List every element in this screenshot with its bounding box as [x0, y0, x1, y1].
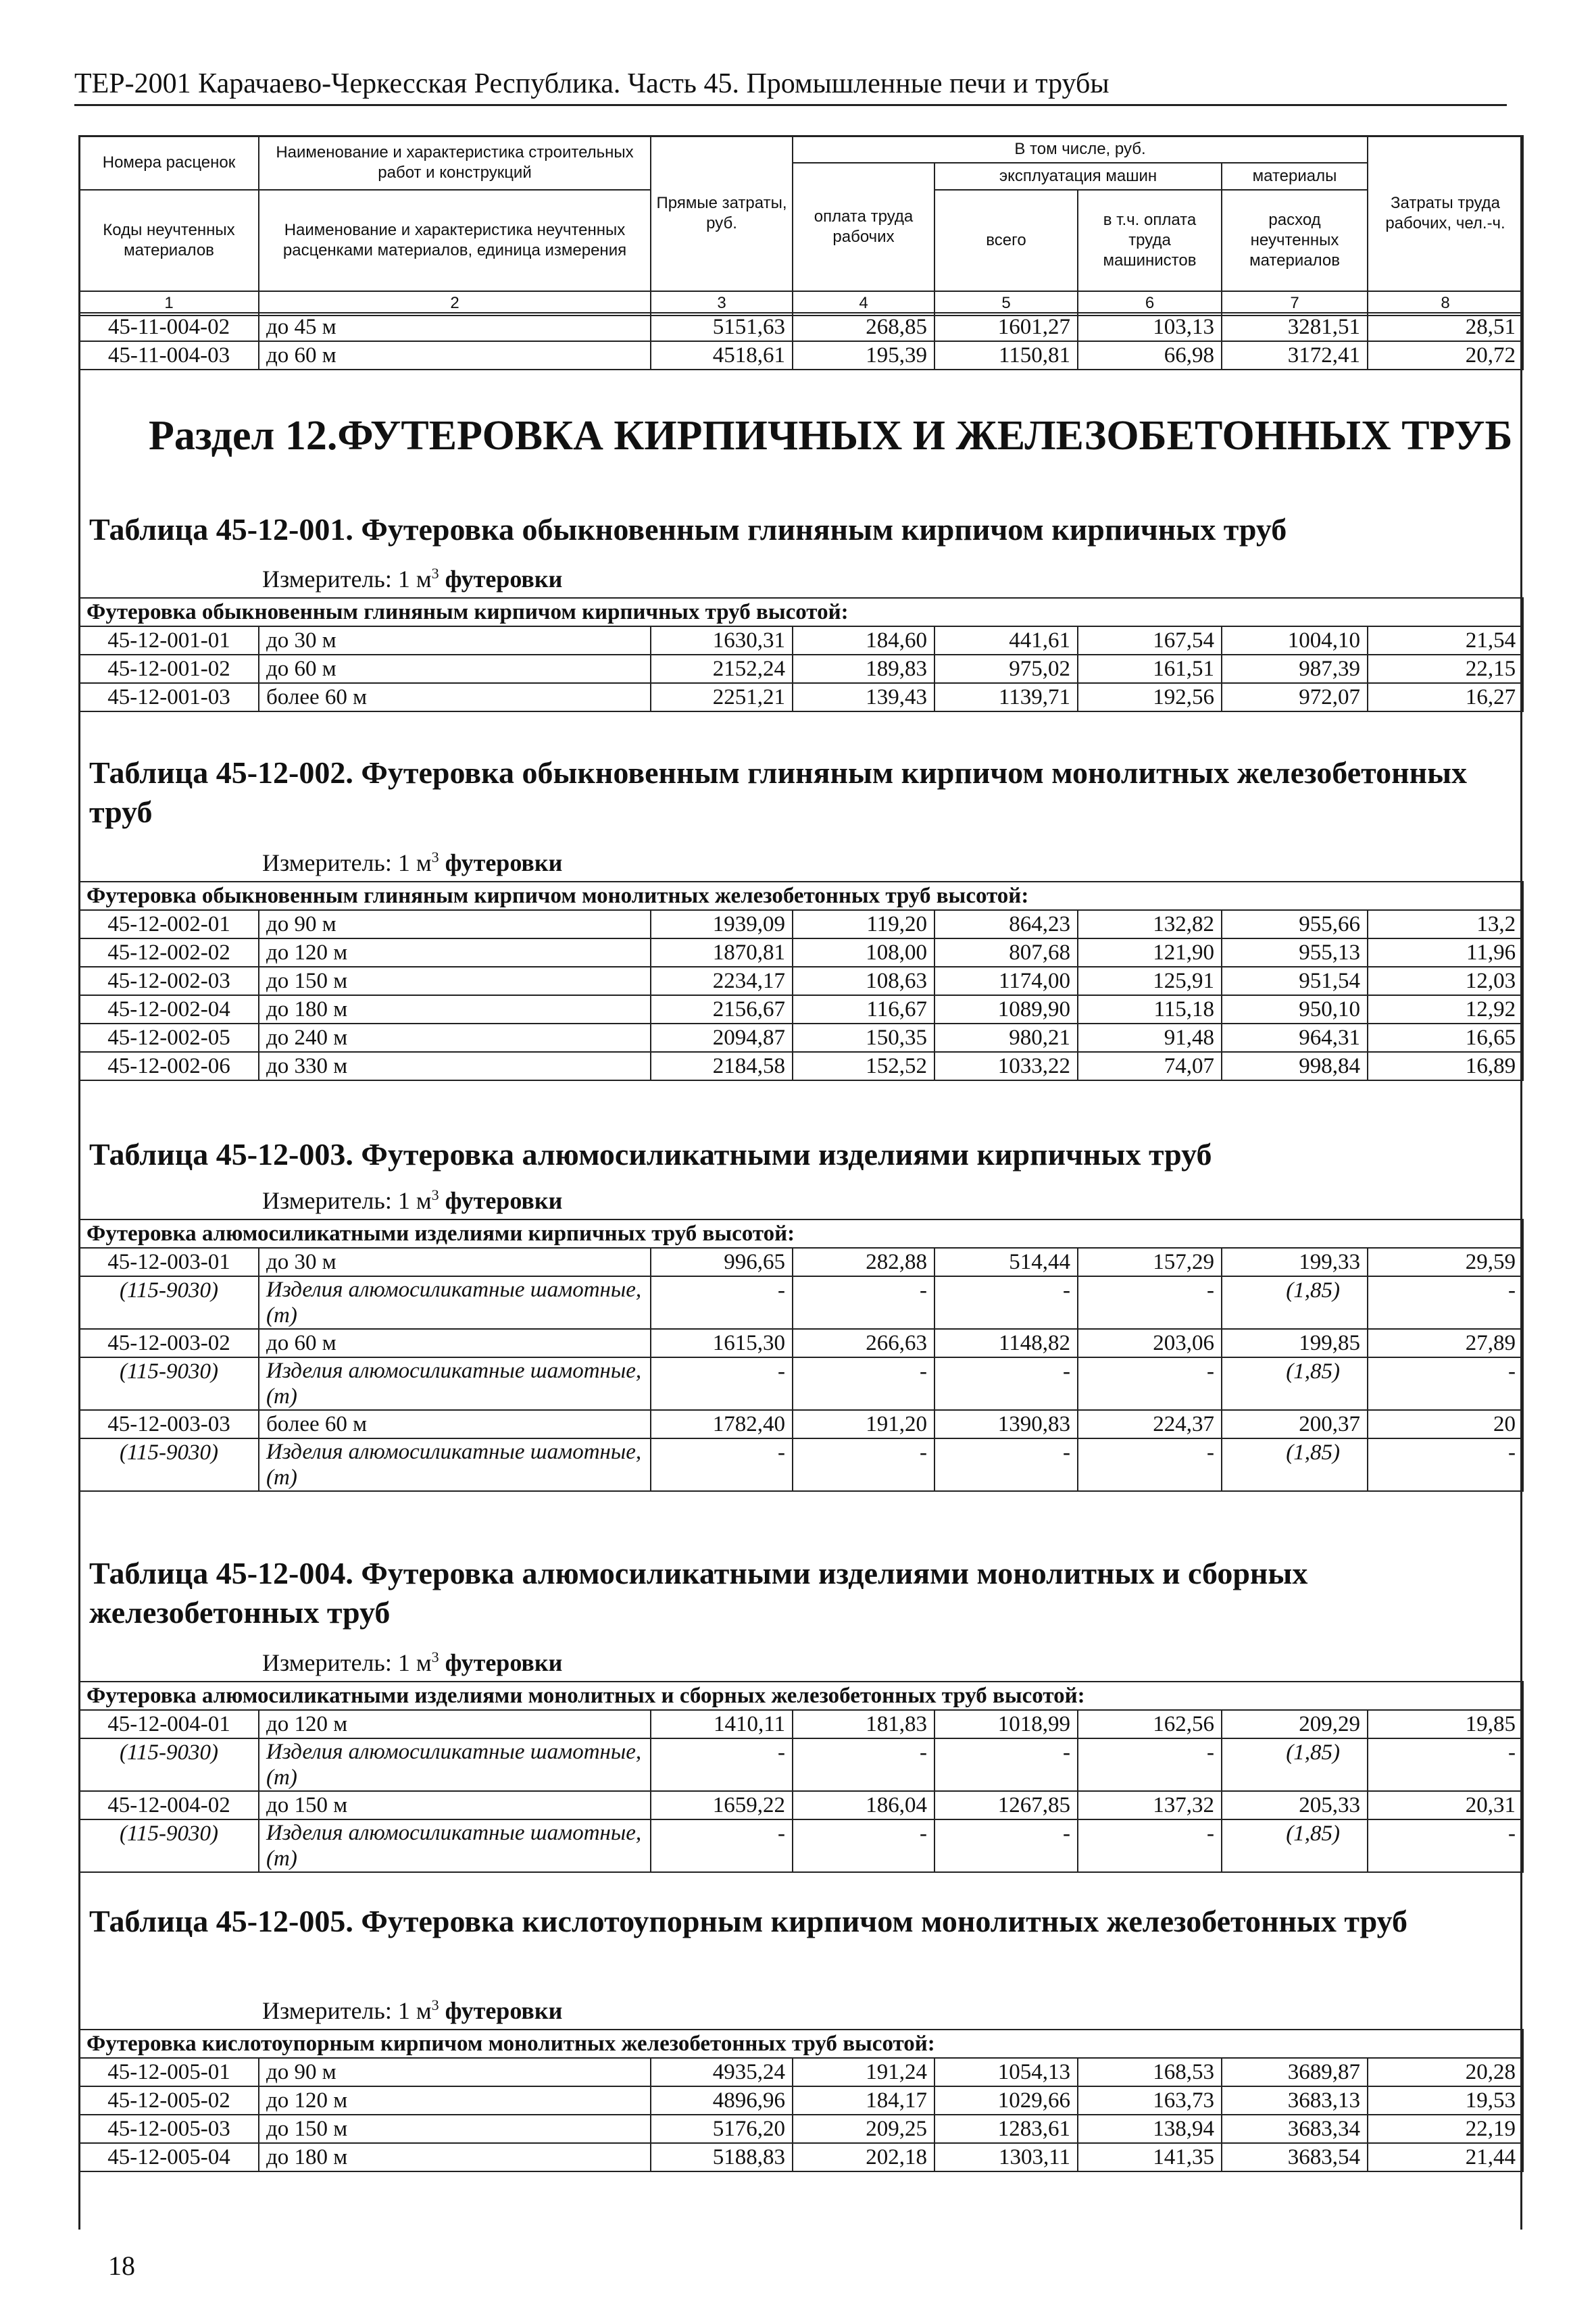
material-value: - [1078, 1819, 1222, 1872]
rate-value: 998,84 [1222, 1052, 1368, 1080]
section-title: Раздел 12.ФУТЕРОВКА КИРПИЧНЫХ И ЖЕЛЕЗОБЕТОННЫХ ТРУБ [149, 413, 1513, 459]
rate-value: 209,25 [793, 2115, 934, 2143]
rate-value: 1630,31 [651, 626, 793, 655]
col-number: 2 [259, 291, 651, 316]
previous-rows-table [78, 312, 1524, 370]
rate-name: до 90 м [259, 910, 651, 938]
group-row [79, 2030, 1523, 2058]
material-value: - [1368, 1819, 1523, 1872]
col-header-name: Наименование и характеристика строительных работ и конструкций [259, 136, 651, 190]
rate-value: 1870,81 [651, 938, 793, 967]
material-value: - [793, 1738, 934, 1791]
group-row [79, 882, 1523, 910]
rate-value: 21,54 [1368, 626, 1523, 655]
rate-value: 1150,81 [934, 341, 1078, 370]
material-code: (115-9030) [79, 1819, 259, 1872]
rate-value: 20,31 [1368, 1791, 1523, 1819]
table-title [89, 1554, 1508, 1632]
rate-value: 199,85 [1222, 1329, 1368, 1357]
material-row [79, 1819, 1523, 1872]
material-value: - [1078, 1438, 1222, 1491]
rate-value: 441,61 [934, 626, 1078, 655]
table-row [79, 1329, 1523, 1357]
rate-code: 45-12-005-01 [79, 2058, 259, 2086]
material-value: - [934, 1819, 1078, 1872]
material-value: - [793, 1438, 934, 1491]
rate-value: 964,31 [1222, 1024, 1368, 1052]
material-value: - [1368, 1357, 1523, 1410]
rate-value: 1659,22 [651, 1791, 793, 1819]
rate-value: 108,00 [793, 938, 934, 967]
rate-value: 19,85 [1368, 1710, 1523, 1738]
col-number: 6 [1078, 291, 1222, 316]
table-row [79, 1710, 1523, 1738]
rate-value: 1029,66 [934, 2086, 1078, 2115]
rate-name: более 60 м [259, 683, 651, 711]
rate-name: до 60 м [259, 1329, 651, 1357]
material-code: (115-9030) [79, 1738, 259, 1791]
table-row [79, 2086, 1523, 2115]
rate-value: 150,35 [793, 1024, 934, 1052]
rate-code: 45-12-005-02 [79, 2086, 259, 2115]
rate-value: 2184,58 [651, 1052, 793, 1080]
material-row [79, 1276, 1523, 1329]
material-value: - [793, 1819, 934, 1872]
table-row [79, 938, 1523, 967]
table-title [89, 1902, 1508, 1941]
rate-value: 12,92 [1368, 995, 1523, 1024]
rate-value: 4896,96 [651, 2086, 793, 2115]
rate-value: 192,56 [1078, 683, 1222, 711]
rate-value: 3281,51 [1222, 313, 1368, 341]
material-value: - [651, 1357, 793, 1410]
table-title [89, 510, 1508, 549]
col-number: 4 [793, 291, 934, 316]
table-row [79, 2115, 1523, 2143]
rate-value: 2152,24 [651, 655, 793, 683]
rate-value: 157,29 [1078, 1248, 1222, 1276]
rate-name: до 60 м [259, 341, 651, 370]
group-label: Футеровка кислотоупорным кирпичом монолитных железобетонных труб высотой: [79, 2030, 1523, 2058]
rate-code: 45-12-003-03 [79, 1410, 259, 1438]
material-qty: (1,85) [1222, 1738, 1368, 1791]
rate-value: 20 [1368, 1410, 1523, 1438]
rate-value: 125,91 [1078, 967, 1222, 995]
rate-value: 1615,30 [651, 1329, 793, 1357]
page-number: 18 [108, 2250, 135, 2281]
rate-value: 1782,40 [651, 1410, 793, 1438]
material-value: - [1078, 1738, 1222, 1791]
rate-value: 4518,61 [651, 341, 793, 370]
rate-value: 91,48 [1078, 1024, 1222, 1052]
table-row [79, 2058, 1523, 2086]
table-row [79, 995, 1523, 1024]
rate-name: до 30 м [259, 1248, 651, 1276]
material-name: Изделия алюмосиликатные шамотные, (т) [259, 1738, 651, 1791]
rate-value: 12,03 [1368, 967, 1523, 995]
col-header-mat-name: Наименование и характеристика неучтенных расценками материалов, единица измерения [259, 190, 651, 291]
group-label: Футеровка обыкновенным глиняным кирпичом монолитных железобетонных труб высотой: [79, 882, 1523, 910]
rate-code: 45-12-002-05 [79, 1024, 259, 1052]
rate-value: 3689,87 [1222, 2058, 1368, 2086]
material-value: - [1078, 1357, 1222, 1410]
col-header-including: В том числе, руб. [793, 136, 1368, 163]
material-qty: (1,85) [1222, 1276, 1368, 1329]
table-row [79, 655, 1523, 683]
rate-value: 108,63 [793, 967, 934, 995]
rate-value: 191,20 [793, 1410, 934, 1438]
material-code: (115-9030) [79, 1438, 259, 1491]
material-value: - [1078, 1276, 1222, 1329]
rate-value: 955,66 [1222, 910, 1368, 938]
material-value: - [651, 1276, 793, 1329]
rate-value: 1390,83 [934, 1410, 1078, 1438]
table-row [79, 2143, 1523, 2171]
rate-value: 167,54 [1078, 626, 1222, 655]
col-number: 5 [934, 291, 1078, 316]
rate-value: 152,52 [793, 1052, 934, 1080]
rate-code: 45-12-005-04 [79, 2143, 259, 2171]
rate-value: 19,53 [1368, 2086, 1523, 2115]
meter-label: Измеритель: 1 $м^3$ футеровки [262, 1649, 563, 1676]
rate-value: 2234,17 [651, 967, 793, 995]
rate-value: 5151,63 [651, 313, 793, 341]
rate-value: 163,73 [1078, 2086, 1222, 2115]
rate-value: 103,13 [1078, 313, 1222, 341]
rate-value: 2251,21 [651, 683, 793, 711]
rate-value: 4935,24 [651, 2058, 793, 2086]
material-value: - [934, 1357, 1078, 1410]
material-name: Изделия алюмосиликатные шамотные, (т) [259, 1819, 651, 1872]
rate-value: 205,33 [1222, 1791, 1368, 1819]
table-row [79, 341, 1523, 370]
rate-name: до 45 м [259, 313, 651, 341]
material-name: Изделия алюмосиликатные шамотные, (т) [259, 1276, 651, 1329]
table-row [79, 626, 1523, 655]
col-header-operator-wages: в т.ч. оплата труда машинистов [1078, 190, 1222, 291]
rate-value: 3683,34 [1222, 2115, 1368, 2143]
material-code: (115-9030) [79, 1276, 259, 1329]
material-value: - [934, 1276, 1078, 1329]
rate-value: 1267,85 [934, 1791, 1078, 1819]
col-header-direct-costs: Прямые затраты, руб. [651, 136, 793, 291]
rate-value: 13,2 [1368, 910, 1523, 938]
material-value: - [651, 1738, 793, 1791]
rate-value: 20,72 [1368, 341, 1523, 370]
table-row [79, 313, 1523, 341]
rate-name: до 330 м [259, 1052, 651, 1080]
col-header-codes: Номера расценок [79, 136, 259, 190]
rate-value: 807,68 [934, 938, 1078, 967]
rate-value: 16,65 [1368, 1024, 1523, 1052]
material-value: - [793, 1276, 934, 1329]
meter-label: Измеритель: 1 $м^3$ футеровки [262, 849, 563, 876]
rate-value: 224,37 [1078, 1410, 1222, 1438]
rate-value: 202,18 [793, 2143, 934, 2171]
table-title-text: Футеровка алюмосиликатными изделиями монолитных и сборных железобетонных труб [89, 1556, 1308, 1630]
rate-value: 195,39 [793, 341, 934, 370]
rate-code: 45-12-002-04 [79, 995, 259, 1024]
rate-name: до 150 м [259, 967, 651, 995]
col-number: 7 [1222, 291, 1368, 316]
col-header-machines: эксплуатация машин [934, 163, 1222, 190]
material-qty: (1,85) [1222, 1819, 1368, 1872]
rate-value: 116,67 [793, 995, 934, 1024]
table-row [79, 1791, 1523, 1819]
rates-table [78, 2029, 1524, 2172]
rate-value: 28,51 [1368, 313, 1523, 341]
rate-name: до 60 м [259, 655, 651, 683]
rate-value: 980,21 [934, 1024, 1078, 1052]
table-title-number: Таблица 45-12-002. [89, 755, 353, 790]
rate-value: 162,56 [1078, 1710, 1222, 1738]
table-row [79, 910, 1523, 938]
page-header: ТЕР-2001 Карачаево-Черкесская Республика. Часть 45. Промышленные печи и трубы [74, 68, 1507, 106]
rate-value: 996,65 [651, 1248, 793, 1276]
col-header-materials: материалы [1222, 163, 1368, 190]
rates-table [78, 1681, 1524, 1873]
col-header-labor: Затраты труда рабочих, чел.-ч. [1368, 136, 1523, 291]
table-title-number: Таблица 45-12-004. [89, 1556, 353, 1590]
rate-name: до 150 м [259, 2115, 651, 2143]
meter-label: Измеритель: 1 $м^3$ футеровки [262, 1186, 563, 1214]
rate-value: 972,07 [1222, 683, 1368, 711]
rate-value: 138,94 [1078, 2115, 1222, 2143]
rate-value: 27,89 [1368, 1329, 1523, 1357]
rates-table [78, 1219, 1524, 1492]
material-code: (115-9030) [79, 1357, 259, 1410]
table-title [89, 753, 1508, 832]
rate-code: 45-12-001-02 [79, 655, 259, 683]
rate-value: 5188,83 [651, 2143, 793, 2171]
rate-value: 987,39 [1222, 655, 1368, 683]
rate-value: 955,13 [1222, 938, 1368, 967]
rate-code: 45-11-004-03 [79, 341, 259, 370]
column-header-table [78, 135, 1524, 316]
rate-value: 139,43 [793, 683, 934, 711]
material-name: Изделия алюмосиликатные шамотные, (т) [259, 1438, 651, 1491]
material-row [79, 1357, 1523, 1410]
material-row [79, 1438, 1523, 1491]
rate-value: 209,29 [1222, 1710, 1368, 1738]
rate-value: 268,85 [793, 313, 934, 341]
rate-name: до 180 м [259, 995, 651, 1024]
table-title-text: Футеровка обыкновенным глиняным кирпичом монолитных железобетонных труб [89, 755, 1468, 829]
rate-value: 115,18 [1078, 995, 1222, 1024]
material-row [79, 1738, 1523, 1791]
rate-name: до 90 м [259, 2058, 651, 2086]
rate-value: 29,59 [1368, 1248, 1523, 1276]
rate-value: 161,51 [1078, 655, 1222, 683]
rate-value: 184,17 [793, 2086, 934, 2115]
material-qty: (1,85) [1222, 1357, 1368, 1410]
rate-value: 1303,11 [934, 2143, 1078, 2171]
rate-value: 1018,99 [934, 1710, 1078, 1738]
rate-name: до 150 м [259, 1791, 651, 1819]
rate-value: 1054,13 [934, 2058, 1078, 2086]
rate-name: до 120 м [259, 2086, 651, 2115]
rate-value: 66,98 [1078, 341, 1222, 370]
rate-code: 45-12-004-02 [79, 1791, 259, 1819]
group-label: Футеровка обыкновенным глиняным кирпичом кирпичных труб высотой: [79, 598, 1523, 626]
rate-code: 45-12-003-01 [79, 1248, 259, 1276]
table-row [79, 1052, 1523, 1080]
col-header-mat-consumption: расход неучтенных материалов [1222, 190, 1368, 291]
rate-code: 45-12-001-03 [79, 683, 259, 711]
table-title [89, 1135, 1508, 1174]
rate-value: 199,33 [1222, 1248, 1368, 1276]
rate-name: до 240 м [259, 1024, 651, 1052]
rate-code: 45-12-002-03 [79, 967, 259, 995]
material-value: - [934, 1738, 1078, 1791]
rate-value: 950,10 [1222, 995, 1368, 1024]
group-row [79, 1682, 1523, 1710]
rate-value: 181,83 [793, 1710, 934, 1738]
group-row [79, 598, 1523, 626]
rate-value: 22,15 [1368, 655, 1523, 683]
rate-value: 74,07 [1078, 1052, 1222, 1080]
rate-value: 1033,22 [934, 1052, 1078, 1080]
col-header-mat-codes: Коды неучтенных материалов [79, 190, 259, 291]
rate-value: 5176,20 [651, 2115, 793, 2143]
meter-label: Измеритель: 1 $м^3$ футеровки [262, 565, 563, 593]
material-value: - [1368, 1276, 1523, 1329]
rate-value: 119,20 [793, 910, 934, 938]
table-title-number: Таблица 45-12-001. [89, 512, 353, 547]
rate-value: 16,89 [1368, 1052, 1523, 1080]
group-label: Футеровка алюмосиликатными изделиями монолитных и сборных железобетонных труб высотой: [79, 1682, 1523, 1710]
rate-value: 3683,13 [1222, 2086, 1368, 2115]
col-number: 8 [1368, 291, 1523, 316]
col-header-wages: оплата труда рабочих [793, 163, 934, 291]
material-value: - [1368, 1438, 1523, 1491]
rate-value: 1410,11 [651, 1710, 793, 1738]
rate-value: 1089,90 [934, 995, 1078, 1024]
rate-code: 45-11-004-02 [79, 313, 259, 341]
rate-value: 121,90 [1078, 938, 1222, 967]
material-value: - [934, 1438, 1078, 1491]
rate-value: 975,02 [934, 655, 1078, 683]
rate-value: 864,23 [934, 910, 1078, 938]
rate-name: до 30 м [259, 626, 651, 655]
rate-value: 514,44 [934, 1248, 1078, 1276]
rate-value: 1283,61 [934, 2115, 1078, 2143]
group-row [79, 1219, 1523, 1248]
material-value: - [651, 1438, 793, 1491]
rate-value: 132,82 [1078, 910, 1222, 938]
rate-value: 11,96 [1368, 938, 1523, 967]
rate-value: 186,04 [793, 1791, 934, 1819]
material-name: Изделия алюмосиликатные шамотные, (т) [259, 1357, 651, 1410]
table-title-number: Таблица 45-12-005. [89, 1904, 353, 1938]
rate-code: 45-12-002-02 [79, 938, 259, 967]
rate-value: 1139,71 [934, 683, 1078, 711]
table-row [79, 1248, 1523, 1276]
col-header-machines-total: всего [934, 190, 1078, 291]
table-row [79, 1410, 1523, 1438]
rate-code: 45-12-002-01 [79, 910, 259, 938]
rate-name: более 60 м [259, 1410, 651, 1438]
rate-value: 266,63 [793, 1329, 934, 1357]
rate-value: 282,88 [793, 1248, 934, 1276]
rate-value: 16,27 [1368, 683, 1523, 711]
material-qty: (1,85) [1222, 1438, 1368, 1491]
rates-table [78, 881, 1524, 1081]
table-row [79, 1024, 1523, 1052]
rate-value: 2156,67 [651, 995, 793, 1024]
table-title-number: Таблица 45-12-003. [89, 1137, 353, 1172]
rate-name: до 120 м [259, 938, 651, 967]
rate-code: 45-12-002-06 [79, 1052, 259, 1080]
rate-value: 22,19 [1368, 2115, 1523, 2143]
group-label: Футеровка алюмосиликатными изделиями кирпичных труб высотой: [79, 1219, 1523, 1248]
table-row [79, 967, 1523, 995]
table-title-text: Футеровка алюмосиликатными изделиями кирпичных труб [361, 1137, 1212, 1172]
rate-value: 20,28 [1368, 2058, 1523, 2086]
material-value: - [793, 1357, 934, 1410]
col-number: 1 [79, 291, 259, 316]
rate-value: 1148,82 [934, 1329, 1078, 1357]
table-title-text: Футеровка обыкновенным глиняным кирпичом кирпичных труб [361, 512, 1287, 547]
rate-value: 168,53 [1078, 2058, 1222, 2086]
rate-value: 3172,41 [1222, 341, 1368, 370]
rate-code: 45-12-004-01 [79, 1710, 259, 1738]
table-row [79, 683, 1523, 711]
rate-name: до 180 м [259, 2143, 651, 2171]
rate-value: 3683,54 [1222, 2143, 1368, 2171]
rate-value: 951,54 [1222, 967, 1368, 995]
rate-value: 137,32 [1078, 1791, 1222, 1819]
rate-value: 191,24 [793, 2058, 934, 2086]
rate-value: 1601,27 [934, 313, 1078, 341]
table-title-text: Футеровка кислотоупорным кирпичом монолитных железобетонных труб [361, 1904, 1407, 1938]
rate-value: 200,37 [1222, 1410, 1368, 1438]
rate-code: 45-12-001-01 [79, 626, 259, 655]
rate-value: 184,60 [793, 626, 934, 655]
rate-value: 189,83 [793, 655, 934, 683]
rate-value: 2094,87 [651, 1024, 793, 1052]
rate-code: 45-12-003-02 [79, 1329, 259, 1357]
rates-table [78, 597, 1524, 712]
rate-value: 203,06 [1078, 1329, 1222, 1357]
rate-code: 45-12-005-03 [79, 2115, 259, 2143]
rate-value: 1174,00 [934, 967, 1078, 995]
rate-name: до 120 м [259, 1710, 651, 1738]
meter-label: Измеритель: 1 $м^3$ футеровки [262, 1996, 563, 2024]
material-value: - [651, 1819, 793, 1872]
material-value: - [1368, 1738, 1523, 1791]
rate-value: 21,44 [1368, 2143, 1523, 2171]
rate-value: 1939,09 [651, 910, 793, 938]
col-number: 3 [651, 291, 793, 316]
rate-value: 141,35 [1078, 2143, 1222, 2171]
rate-value: 1004,10 [1222, 626, 1368, 655]
